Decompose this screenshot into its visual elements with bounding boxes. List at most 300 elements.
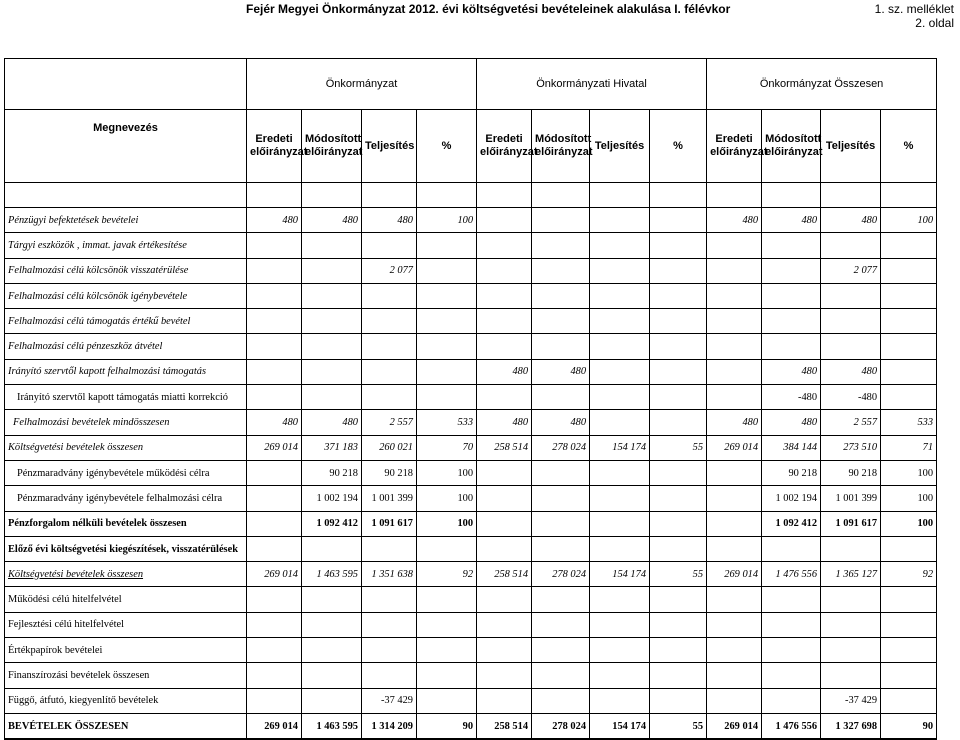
table-cell (881, 233, 937, 258)
table-cell (707, 385, 762, 410)
table-cell (881, 385, 937, 410)
table-row (5, 638, 937, 663)
table-cell (881, 688, 937, 713)
table-cell (821, 309, 881, 334)
column-header-line: előirányzat (710, 146, 768, 158)
table-cell (821, 283, 881, 308)
table-cell: 154 174 (590, 562, 650, 587)
table-cell (477, 688, 532, 713)
table-cell: 260 021 (362, 435, 417, 460)
table-cell (881, 359, 937, 384)
column-header-1 (302, 110, 362, 183)
table-cell (762, 638, 821, 663)
table-cell (532, 208, 590, 233)
table-cell (302, 309, 362, 334)
table-cell (302, 233, 362, 258)
table-cell (532, 486, 590, 511)
table-cell: 1 476 556 (762, 562, 821, 587)
column-header-line: % (673, 139, 683, 152)
column-header-line: Teljesítés (365, 139, 415, 152)
table-cell (532, 233, 590, 258)
table-cell (417, 233, 477, 258)
table-cell (302, 334, 362, 359)
table-cell (247, 334, 302, 359)
column-header-line: Teljesítés (594, 139, 645, 152)
table-cell (362, 536, 417, 561)
table-cell: 1 476 556 (762, 713, 821, 739)
table-row (5, 435, 937, 460)
column-header-line: Módosított (305, 133, 362, 145)
table-cell (821, 536, 881, 561)
table-cell: 384 144 (762, 435, 821, 460)
table-cell: 55 (650, 562, 707, 587)
table-cell: 480 (707, 208, 762, 233)
table-cell (417, 536, 477, 561)
column-header-row (5, 110, 937, 183)
table-cell: 371 183 (302, 435, 362, 460)
table-cell (417, 334, 477, 359)
table-cell: 258 514 (477, 562, 532, 587)
table-cell (532, 612, 590, 637)
table-cell (590, 385, 650, 410)
group-header-osszesen: Önkormányzat Összesen (707, 59, 937, 110)
table-cell (707, 309, 762, 334)
table-cell (650, 410, 707, 435)
table-cell (821, 663, 881, 688)
row-label: Pénzügyi befektetések bevételei (5, 208, 247, 233)
table-row (5, 663, 937, 688)
column-header-line: % (441, 139, 452, 152)
table-cell (417, 309, 477, 334)
table-row (5, 587, 937, 612)
table-row (5, 334, 937, 359)
table-cell: 480 (247, 208, 302, 233)
table-cell (532, 536, 590, 561)
table-cell (532, 587, 590, 612)
table-cell: 1 365 127 (821, 562, 881, 587)
table-cell (707, 638, 762, 663)
table-cell (362, 587, 417, 612)
table-cell (247, 587, 302, 612)
table-cell (247, 460, 302, 485)
table-row (5, 688, 937, 713)
table-cell (532, 663, 590, 688)
row-label: Irányító szervtől kapott felhalmozási támogatás (5, 359, 247, 384)
column-header-line: % (903, 139, 914, 152)
row-label: Pénzmaradvány igénybevétele felhalmozási célra (5, 486, 247, 511)
table-cell (762, 536, 821, 561)
table-cell: 480 (477, 359, 532, 384)
table-cell: 1 092 412 (302, 511, 362, 536)
table-cell (362, 663, 417, 688)
table-cell (707, 258, 762, 283)
table-cell: 2 077 (821, 258, 881, 283)
table-cell (417, 258, 477, 283)
table-cell (590, 283, 650, 308)
table-cell (302, 663, 362, 688)
table-cell: 1 001 399 (362, 486, 417, 511)
table-cell (590, 511, 650, 536)
page-number: 2. oldal (915, 16, 954, 30)
table-cell (477, 612, 532, 637)
table-cell (590, 208, 650, 233)
table-cell (881, 258, 937, 283)
table-cell: 90 218 (821, 460, 881, 485)
table-cell (302, 638, 362, 663)
column-header-7 (650, 110, 707, 183)
table-cell: 480 (302, 208, 362, 233)
table-cell (650, 688, 707, 713)
table-cell (650, 460, 707, 485)
table-cell (650, 283, 707, 308)
table-cell: 258 514 (477, 435, 532, 460)
table-cell: 1 463 595 (302, 562, 362, 587)
column-header-0 (247, 110, 308, 183)
table-cell: 480 (762, 410, 821, 435)
column-header-line: Módosított (765, 133, 822, 145)
table-cell (247, 638, 302, 663)
column-header-line: Teljesítés (825, 139, 876, 152)
table-cell: 480 (477, 410, 532, 435)
table-cell: 2 557 (362, 410, 417, 435)
table-cell (821, 334, 881, 359)
column-header-line: előirányzat (535, 146, 593, 158)
table-cell (707, 460, 762, 485)
table-row (5, 309, 937, 334)
table-cell (417, 638, 477, 663)
table-cell (821, 612, 881, 637)
table-cell (707, 486, 762, 511)
table-cell: 269 014 (247, 562, 302, 587)
table-cell: 154 174 (590, 435, 650, 460)
row-label: Költségvetési bevételek összesen (5, 435, 247, 460)
group-header-row (5, 59, 937, 110)
table-row (5, 359, 937, 384)
column-header-2 (362, 110, 417, 183)
table-cell (881, 663, 937, 688)
table-cell: 1 351 638 (362, 562, 417, 587)
table-cell (477, 385, 532, 410)
table-cell: 2 557 (821, 410, 881, 435)
table-cell: 480 (707, 410, 762, 435)
table-cell: 1 001 399 (821, 486, 881, 511)
table-cell (532, 511, 590, 536)
column-header-10 (821, 110, 881, 183)
column-header-line: Eredeti (485, 133, 523, 145)
table-cell: 480 (247, 410, 302, 435)
table-cell (650, 208, 707, 233)
column-header-11 (881, 110, 937, 183)
table-cell (881, 309, 937, 334)
table-cell (762, 334, 821, 359)
table-cell (881, 536, 937, 561)
table-cell (477, 638, 532, 663)
column-header-name: Megnevezés (5, 110, 247, 183)
table-row (5, 410, 937, 435)
table-cell (532, 258, 590, 283)
table-cell: 90 218 (762, 460, 821, 485)
row-label: BEVÉTELEK ÖSSZESEN (5, 713, 247, 739)
table-cell (821, 233, 881, 258)
table-cell (650, 359, 707, 384)
table-cell: -37 429 (821, 688, 881, 713)
table-cell: 1 091 617 (362, 511, 417, 536)
table-cell (707, 612, 762, 637)
table-cell (650, 309, 707, 334)
table-cell: 258 514 (477, 713, 532, 739)
table-cell (477, 536, 532, 561)
table-cell: 269 014 (247, 435, 302, 460)
table-cell (707, 663, 762, 688)
column-header-line: Eredeti (255, 133, 293, 145)
table-row (5, 233, 937, 258)
table-cell: 92 (417, 562, 477, 587)
table-cell (590, 334, 650, 359)
table-cell (362, 334, 417, 359)
table-cell: -480 (762, 385, 821, 410)
spacer-row (5, 183, 937, 208)
column-header-line: előirányzat (765, 146, 823, 158)
row-label: Felhalmozási célú támogatás értékű bevétel (5, 309, 247, 334)
table-cell: 1 091 617 (821, 511, 881, 536)
table-cell: 480 (362, 208, 417, 233)
table-row (5, 511, 937, 536)
table-cell: 278 024 (532, 713, 590, 739)
table-cell: 1 002 194 (302, 486, 362, 511)
table-cell (590, 536, 650, 561)
row-label: Működési célú hitelfelvétel (5, 587, 247, 612)
table-cell: 100 (881, 460, 937, 485)
table-cell (417, 385, 477, 410)
column-header-line: Eredeti (715, 133, 753, 145)
column-header-line: előirányzat (250, 146, 308, 158)
table-cell: 480 (302, 410, 362, 435)
row-label: Felhalmozási célú pénzeszköz átvétel (5, 334, 247, 359)
table-cell (247, 359, 302, 384)
table-cell (590, 359, 650, 384)
row-label: Felhalmozási célú kölcsönök visszatérülése (5, 258, 247, 283)
column-header-6 (590, 110, 650, 183)
table-cell (247, 536, 302, 561)
table-cell (477, 587, 532, 612)
row-label: Finanszírozási bevételek összesen (5, 663, 247, 688)
row-label: Irányító szervtől kapott támogatás miatti korrekció (5, 385, 247, 410)
table-cell (302, 688, 362, 713)
table-cell (707, 587, 762, 612)
table-cell (650, 258, 707, 283)
table-cell (762, 612, 821, 637)
table-cell (590, 460, 650, 485)
table-cell: 273 510 (821, 435, 881, 460)
table-cell (650, 334, 707, 359)
table-cell (762, 233, 821, 258)
table-cell: 278 024 (532, 435, 590, 460)
column-header-line: előirányzat (480, 146, 538, 158)
table-cell (362, 233, 417, 258)
revenue-table (4, 58, 937, 740)
table-cell (417, 359, 477, 384)
table-cell (302, 536, 362, 561)
table-cell (590, 410, 650, 435)
table-row (5, 536, 937, 561)
table-cell: 90 (881, 713, 937, 739)
table-cell (477, 208, 532, 233)
table-cell: 533 (881, 410, 937, 435)
table-cell (707, 283, 762, 308)
table-cell (532, 309, 590, 334)
table-cell (650, 587, 707, 612)
table-row (5, 283, 937, 308)
table-cell (707, 511, 762, 536)
table-cell (650, 612, 707, 637)
table-cell (247, 309, 302, 334)
table-cell (532, 334, 590, 359)
table-cell: 269 014 (247, 713, 302, 739)
table-cell (881, 638, 937, 663)
table-cell: 1 463 595 (302, 713, 362, 739)
table-cell: 1 002 194 (762, 486, 821, 511)
table-cell (477, 511, 532, 536)
column-header-line: Módosított (535, 133, 592, 145)
table-cell: 1 092 412 (762, 511, 821, 536)
group-header-empty (5, 59, 247, 110)
table-cell (532, 638, 590, 663)
table-cell (362, 612, 417, 637)
table-row (5, 208, 937, 233)
table-cell: 100 (417, 511, 477, 536)
table-cell (247, 258, 302, 283)
table-cell (302, 385, 362, 410)
table-cell: 480 (821, 359, 881, 384)
group-header-onkormanyzat: Önkormányzat (247, 59, 477, 110)
table-cell: 55 (650, 435, 707, 460)
table-cell: 278 024 (532, 562, 590, 587)
table-cell (881, 587, 937, 612)
table-cell: 70 (417, 435, 477, 460)
table-cell (762, 309, 821, 334)
table-cell (650, 486, 707, 511)
table-cell (417, 688, 477, 713)
row-label: Függő, átfutó, kiegyenlítő bevételek (5, 688, 247, 713)
table-cell: 154 174 (590, 713, 650, 739)
table-cell (362, 309, 417, 334)
table-row (5, 460, 937, 485)
table-cell (762, 283, 821, 308)
column-header-3 (417, 110, 477, 183)
table-cell (477, 334, 532, 359)
table-cell: 92 (881, 562, 937, 587)
table-cell (881, 283, 937, 308)
table-cell (590, 688, 650, 713)
document-title: Fejér Megyei Önkormányzat 2012. évi költségvetési bevételeinek alakulása I. félévkor (246, 2, 731, 16)
table-cell (247, 486, 302, 511)
table-cell: 100 (881, 511, 937, 536)
table-cell (707, 233, 762, 258)
table-cell (590, 612, 650, 637)
table-cell (762, 663, 821, 688)
table-cell (477, 486, 532, 511)
table-cell (302, 359, 362, 384)
table-cell: -37 429 (362, 688, 417, 713)
table-cell (362, 359, 417, 384)
row-label: Felhalmozási célú kölcsönök igénybevétele (5, 283, 247, 308)
row-label: Értékpapírok bevételei (5, 638, 247, 663)
table-cell: 269 014 (707, 562, 762, 587)
column-header-4 (477, 110, 538, 183)
table-cell (247, 233, 302, 258)
table-cell (821, 587, 881, 612)
table-cell: 90 218 (302, 460, 362, 485)
table-cell (302, 258, 362, 283)
table-cell (707, 334, 762, 359)
table-row (5, 562, 937, 587)
table-cell (881, 612, 937, 637)
table-cell: 480 (762, 359, 821, 384)
row-label: Költségvetési bevételek összesen (5, 562, 247, 587)
table-cell (477, 283, 532, 308)
table-cell (821, 638, 881, 663)
group-header-hivatal: Önkormányzati Hivatal (477, 59, 707, 110)
table-cell (417, 283, 477, 308)
table-cell: 480 (762, 208, 821, 233)
table-cell (477, 309, 532, 334)
table-row (5, 713, 937, 739)
table-cell: -480 (821, 385, 881, 410)
table-cell (362, 385, 417, 410)
table-row (5, 612, 937, 637)
table-cell (477, 233, 532, 258)
table-cell: 2 077 (362, 258, 417, 283)
table-row (5, 258, 937, 283)
table-cell (650, 638, 707, 663)
table-cell (417, 612, 477, 637)
table-cell: 1 314 209 (362, 713, 417, 739)
table-cell (650, 511, 707, 536)
table-cell (762, 587, 821, 612)
annex-label (875, 2, 954, 30)
table-cell (762, 688, 821, 713)
table-cell (590, 233, 650, 258)
table-cell (650, 233, 707, 258)
table-cell: 55 (650, 713, 707, 739)
table-cell (247, 283, 302, 308)
table-cell (762, 258, 821, 283)
row-label: Pénzmaradvány igénybevétele működési célra (5, 460, 247, 485)
table-cell: 480 (532, 410, 590, 435)
table-cell (532, 460, 590, 485)
table-cell: 90 (417, 713, 477, 739)
row-label: Fejlesztési célú hitelfelvétel (5, 612, 247, 637)
table-cell (247, 612, 302, 637)
table-cell: 71 (881, 435, 937, 460)
table-cell (532, 385, 590, 410)
table-cell (477, 663, 532, 688)
table-cell (590, 587, 650, 612)
table-cell (247, 511, 302, 536)
table-cell (707, 688, 762, 713)
table-cell: 100 (417, 208, 477, 233)
table-cell (590, 486, 650, 511)
table-cell (650, 536, 707, 561)
row-label: Előző évi költségvetési kiegészítések, visszatérülések (5, 536, 247, 561)
table-cell (247, 688, 302, 713)
row-label: Tárgyi eszközök , immat. javak értékesítése (5, 233, 247, 258)
table-cell (302, 283, 362, 308)
table-cell: 269 014 (707, 435, 762, 460)
table-cell (302, 587, 362, 612)
table-cell (707, 359, 762, 384)
row-label: Felhalmozási bevételek mindösszesen (5, 410, 247, 435)
